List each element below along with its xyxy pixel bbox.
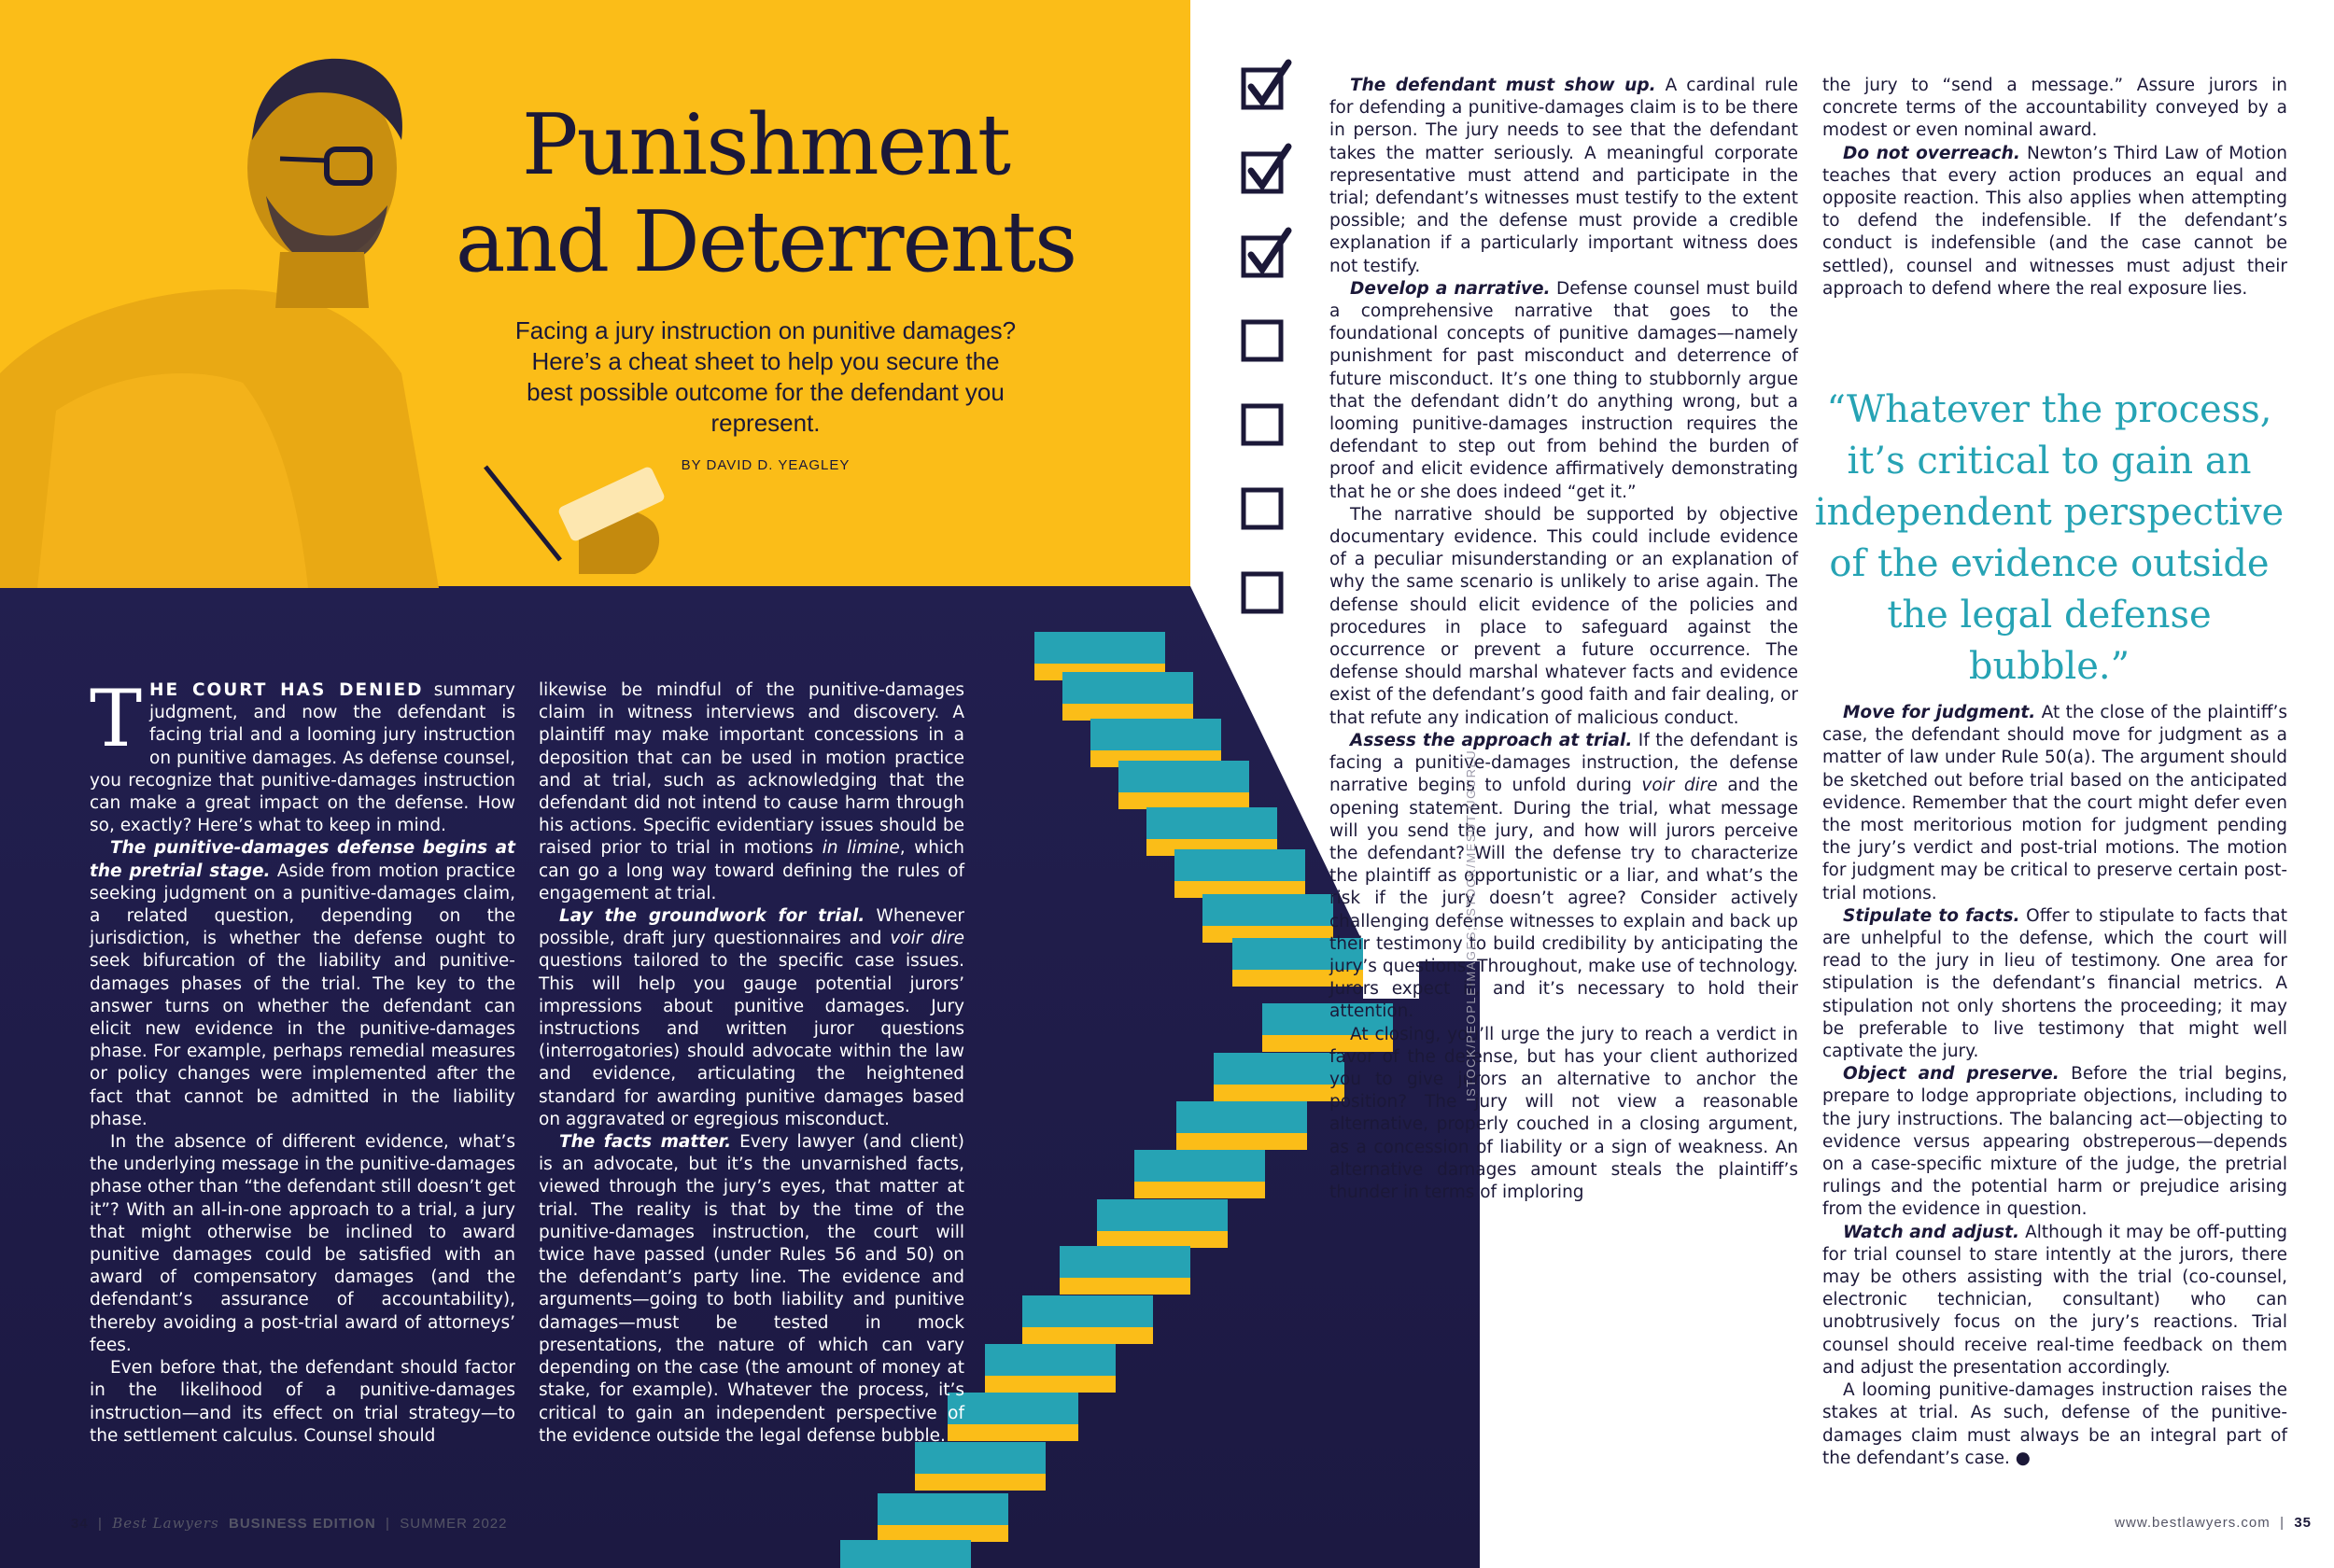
stair-riser	[1176, 1133, 1307, 1150]
stair-tread	[1176, 1101, 1307, 1133]
paragraph	[539, 1131, 964, 1448]
italic-term: voir dire	[1641, 776, 1718, 796]
page-number: 35	[2294, 1515, 2312, 1531]
byline: BY DAVID D. YEAGLEY	[681, 457, 851, 473]
run-in-head: Object and preserve.	[1843, 1064, 2060, 1085]
stair-riser	[878, 1525, 1008, 1542]
website-url: www.bestlawyers.com	[2115, 1515, 2271, 1531]
paragraph	[1329, 730, 1798, 1024]
intro-text: summary judgment, and now the defendant is facing trial and a looming jury instruction on punitive damages. As defense counsel, you recognize that punitive-damages instruction can make a great impact on the defense. How so, exactly? Here’s what to keep in mind.	[90, 680, 515, 836]
italic-term: voir dire	[890, 929, 964, 949]
stair-riser	[985, 1376, 1116, 1393]
paragraph-text: Every lawyer (and client) is an advocate, but it’s the unvarnished facts, viewed through the jury’s eyes, that matter at trial. The reality is that by the time of the punitive-damages instruction, the court will twice have passed (under Rules 56 and 50) on the defendant’s party line. The evidence and arguments—going to both liability and punitive damages—must be tested in mock presentations, the nature of which can vary depending on the case (the amount of money at stake, for example). Whatever the process, it’s critical to gain an independent perspective of the evidence outside the legal defense bubble.	[539, 1132, 964, 1446]
paragraph	[1329, 278, 1798, 504]
folio-separator: |	[98, 1516, 103, 1532]
body-column-4	[1822, 75, 2287, 301]
stair-tread	[1097, 1199, 1228, 1231]
paragraph-text: At the close of the plaintiff’s case, the defendant should move for judgment as a matter of law under Rule 50(a). The argument should be sketched out before trial based on the anticipated evidence. Remember that the court might defer even the most meritorious motion for judgment pending the jury’s verdict and post-trial motions. The motion for judgment may be critical to preserve certain post-trial motions.	[1822, 703, 2287, 903]
brand-name: Best Lawyers	[112, 1515, 219, 1532]
stair-riser	[1022, 1327, 1153, 1344]
paragraph: Even before that, the defendant should factor in the likelihood of a punitive-damages instruction—and its effect on trial strategy—to the settlement calculus. Counsel should	[90, 1358, 515, 1446]
body-column-1	[90, 673, 515, 1448]
run-in-head: Do not overreach.	[1843, 143, 2020, 163]
paragraph: A looming punitive-damages instruction raises the stakes at trial. As such, defense of the punitive-damages claim must always be an integral part of the defendant’s case. ●	[1822, 1380, 2287, 1468]
issue-date: SUMMER 2022	[400, 1516, 508, 1532]
run-in-head: Develop a narrative.	[1350, 278, 1551, 299]
run-in-head: Move for judgment.	[1843, 703, 2036, 722]
paragraph-text: Newton’s Third Law of Motion teaches that every action produces an equal and opposite reaction. This also applies when attempting to defend the indefensible. If the defendant’s conduct is indefensible (and the case cannot be settled), counsel and witnesses must adjust their approach to defend where the real exposure lies.	[1822, 143, 2287, 299]
italic-term: in limine	[822, 838, 900, 859]
stair-tread	[1174, 849, 1305, 881]
stair-tread	[878, 1493, 1008, 1525]
paragraph-text: Offer to stipulate to facts that are unhelpful to the defense, which the court will read to the jury in lieu of testimony. One area for stipulation is the defendant’s financial metrics. A stipulation not only shortens the proceeding; it may be preferable to live testimony that might well captivate the jury.	[1822, 905, 2287, 1062]
paragraph-text: If the defendant is facing a punitive-damages instruction, the defense narrative begins to unfold during	[1329, 730, 1798, 796]
title-line-2: and Deterrents	[455, 193, 1076, 291]
article-title	[439, 97, 1092, 291]
stair-tread	[1062, 672, 1193, 704]
paragraph-text: likewise be mindful of the punitive-damages claim in witness interviews and discovery. A plaintiff may make important concessions in a deposition that can be used in motion practice and at trial, such as acknowledging that the defendant did not intend to cause harm through his actions. Specific evidentiary issues should be raised prior to trial in motions	[539, 680, 964, 859]
stair-riser	[1118, 792, 1249, 809]
stair-tread	[1090, 719, 1221, 750]
title-line-1: Punishment	[521, 96, 1010, 194]
stair-tread	[1034, 632, 1165, 664]
paragraph-text: Although it may be off-putting for trial counsel to stare intently at the jurors, there may be others assisting with the trial (co-counsel, electronic technician, consultant) who can unobtrusively focus on the jury’s reactions. Trial counsel should receive real-time feedback on them and adjust the presentation accordingly.	[1822, 1222, 2287, 1378]
paragraph-text: Whenever possible, draft jury questionnaires and	[539, 906, 964, 949]
paragraph-text: , which can go a long way toward defining the rules of engagement at trial.	[539, 838, 965, 903]
body-column-5	[1822, 702, 2287, 1470]
stair-riser	[915, 1474, 1046, 1491]
pull-quote: “Whatever the process, it’s critical to gain an independent perspective of the evidence outside the legal defense bubble.”	[1814, 388, 2285, 688]
body-column-2	[539, 679, 964, 1448]
paragraph	[1822, 702, 2287, 905]
paragraph: The narrative should be supported by objective documentary evidence. This could include evidence of a peculiar misunderstanding or an explanation of why the same scenario is unlikely to arise again. The defense should elicit evidence of the policies and procedures in place to safeguard against the occurrence or prevent a future occurrence. The defense should marshal whatever facts and evidence exist of the defendant’s good faith and fair dealing, or that refute any indication of malicious conduct.	[1329, 504, 1798, 728]
paragraph	[1822, 905, 2287, 1063]
paragraph-text: questions tailored to the specific case issues. This will help you gauge potential jurors’ impressions about punitive damages. Jury instructions and written juror questions (interrogatories) should advocate within the law and evidence, articulating the heightened standard for awarding punitive damages based on aggravated or egregious misconduct.	[539, 951, 964, 1129]
stair-tread	[1146, 807, 1277, 839]
paragraph: In the absence of different evidence, what’s the underlying message in the punitive-damages phase other than “the defendant still doesn’t get it”? With an all-in-one approach to a trial, a jury that might otherwise be inclined to award punitive damages could be satisfied with an award of compensatory damages (and the defendant’s assurance of accountability), thereby avoiding a post-trial award of attorneys’ fees.	[90, 1132, 515, 1355]
paragraph-text: A cardinal rule for defending a punitive-damages claim is to be there in person. The jury needs to see that the defendant takes the matter seriously. A meaningful corporate representative must attend and participate in the trial; defendant’s witnesses must testify to the extent possible; and the defense must provide a credible explanation if a particularly important witness does not testify.	[1329, 76, 1798, 276]
paragraph	[1329, 75, 1798, 278]
run-in-head: The facts matter.	[559, 1132, 732, 1153]
lead-in: HE COURT HAS DENIED	[149, 680, 424, 700]
paragraph	[539, 679, 964, 905]
folio-separator: |	[2280, 1515, 2285, 1531]
edition-name: BUSINESS EDITION	[228, 1516, 376, 1532]
stair-tread	[1214, 1053, 1344, 1085]
stair-tread	[1202, 894, 1333, 926]
stair-riser	[1060, 1278, 1190, 1295]
run-in-head: Lay the groundwork for trial.	[559, 906, 865, 927]
stair-tread	[1022, 1295, 1153, 1327]
paragraph	[90, 837, 515, 1131]
stair-riser	[948, 1424, 1078, 1441]
paragraph-text: Before the trial begins, prepare to lodge appropriate objections, including to the jury instructions. The balancing act—objecting to evidence versus appearing obstreperous—depends on a case-specific mixture of the judge, the pretrial rulings and the potential harm or prejudice arising from the evidence in question.	[1822, 1064, 2287, 1220]
run-in-head: The defendant must show up.	[1350, 76, 1656, 95]
folio-separator: |	[386, 1516, 390, 1532]
body-column-3	[1329, 75, 1798, 1204]
run-in-head: Assess the approach at trial.	[1350, 730, 1633, 750]
stair-tread	[985, 1344, 1116, 1376]
paragraph: At closing, you’ll urge the jury to reach a verdict in favor of the defense, but has your client authorized you to give jurors an alternative to anchor the position? The jury will not view a reasonable alternative, properly couched in a closing argument, as a concession of liability or a sign of weakness. An alternative damages amount steals the plaintiff’s thunder in terms of imploring	[1329, 1024, 1798, 1202]
paragraph-text: Aside from motion practice seeking judgment on a punitive-damages claim, a related question, depending on the jurisdiction, is whether the defense ought to seek bifurcation of the liability and punitive-damages phases of the trial. The key to the answer turns on whether the defendant can elicit new evidence in the punitive-damages phase. For example, perhaps remedial measures or policy changes were implemented after the fact that cannot be admitted in the liability phase.	[90, 861, 515, 1129]
folio-right	[2054, 1515, 2312, 1531]
article-deck: Facing a jury instruction on punitive damages? Here’s a cheat sheet to help you secure the best possible outcome for the defendant you represent.	[514, 316, 1017, 437]
paragraph-text: Defense counsel must build a comprehensive narrative that goes to the foundational concepts of punitive damages—namely punishment for past misconduct and deterrence of future misconduct. It’s one thing to stubbornly argue that the defendant didn’t do anything wrong, but a looming punitive-damages instruction requires the defendant to step out from behind the burden of proof and elicit evidence affirmatively demonstrating that he or she does indeed “get it.”	[1329, 278, 1798, 502]
stair-tread	[840, 1540, 971, 1568]
paragraph	[1822, 143, 2287, 301]
stair-riser	[1134, 1182, 1265, 1198]
run-in-head: Watch and adjust.	[1843, 1222, 2019, 1242]
paragraph	[1822, 1222, 2287, 1379]
paragraph	[539, 905, 964, 1131]
paragraph-text: and the opening statement. During the trial, what message will you send the jury, and how will jurors perceive the defendant? Will the defense try to characterize the plaintiff as opportunistic or a liar, and what’s the risk if the jury doesn’t agree? Consider actively challenging defense witnesses to explain and back up their testimony to build credibility by anticipating the jury’s questions. Throughout, make use of technology. Jurors expect it, and it’s necessary to hold their attention.	[1329, 776, 1798, 1022]
stair-tread	[1134, 1150, 1265, 1182]
stair-riser	[1214, 1085, 1344, 1101]
stair-riser	[1097, 1231, 1228, 1248]
stair-tread	[1060, 1246, 1190, 1278]
paragraph: the jury to “send a message.” Assure jurors in concrete terms of the accountability conveyed by a modest or even nominal award.	[1822, 76, 2287, 141]
stair-riser	[1062, 704, 1193, 721]
folio-left	[71, 1515, 507, 1532]
paragraph	[1822, 1063, 2287, 1221]
intro-paragraph	[90, 673, 515, 837]
drop-cap: T	[90, 673, 143, 764]
photo-credit: ISTOCK/PEOPLEIMAGES; ISTOCK/MESUT UGURLU	[1464, 749, 1478, 1101]
run-in-head: Stipulate to facts.	[1843, 905, 2020, 926]
run-in-head: The punitive-damages defense begins at the pretrial stage.	[90, 838, 515, 881]
stair-tread	[948, 1393, 1078, 1424]
stair-tread	[1118, 761, 1249, 792]
page-number: 34	[71, 1516, 89, 1532]
